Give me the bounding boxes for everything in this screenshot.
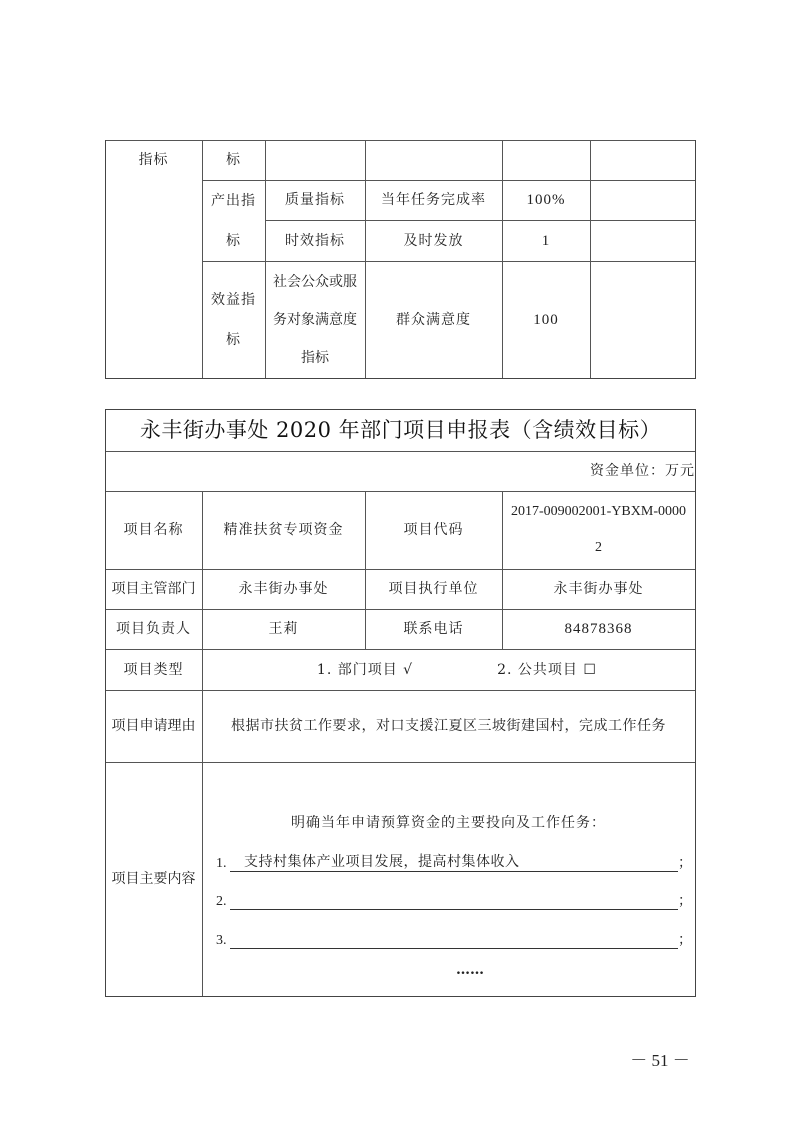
benefit-label-line2: 标: [226, 331, 241, 348]
public-satisfaction-value-text: 100: [533, 311, 559, 328]
content-item-1: [216, 852, 692, 872]
timeliness-indicator: [265, 220, 365, 261]
benefit-label-line1: 效益指: [211, 291, 256, 308]
public-satisfaction-value: [502, 261, 590, 378]
quality-indicator: [265, 180, 365, 220]
quality-indicator-text: 质量指标: [285, 192, 345, 208]
owner-label: [105, 609, 202, 649]
timely-release-value: [502, 220, 590, 261]
exec-unit-value-text: 永丰街办事处: [553, 581, 644, 597]
content-ellipsis: ……: [456, 962, 484, 978]
exec-unit-label-text: 项目执行单位: [388, 581, 479, 597]
output-label-line2: 标: [226, 232, 241, 249]
dept-label-text: 项目主管部门: [111, 581, 196, 597]
phone-value: [502, 609, 695, 649]
benefit-indicator-label: [202, 261, 265, 378]
content-intro: 明确当年申请预算资金的主要投向及工作任务：: [291, 815, 606, 831]
timeliness-indicator-text: 时效指标: [285, 232, 345, 249]
public-satisfaction-text: 群众满意度: [396, 311, 471, 328]
completion-rate-value: [502, 180, 590, 220]
item-2-number: 2.: [216, 894, 227, 909]
phone-label: [365, 609, 502, 649]
public-satisfaction-name: [365, 261, 502, 378]
phone-label-text: 联系电话: [403, 621, 464, 637]
project-name-value: [202, 491, 365, 569]
project-type-label-text: 项目类型: [123, 661, 184, 678]
content-label-text: 项目主要内容: [111, 871, 196, 887]
item-1-text[interactable]: 支持村集体产业项目发展，提高村集体收入: [230, 851, 678, 872]
item-1-end: ；: [678, 855, 692, 871]
item-3-text[interactable]: [230, 932, 678, 949]
indicator-level2-cont: [202, 140, 265, 180]
completion-rate-name: [365, 180, 502, 220]
owner-label-text: 项目负责人: [116, 621, 191, 637]
item-3-number: 3.: [216, 933, 227, 948]
content-item-3: [216, 929, 692, 949]
project-code-line2: 2: [595, 540, 602, 555]
indicator-category-label: [105, 148, 202, 172]
dept-label: [105, 569, 202, 609]
project-code-label: [365, 491, 502, 569]
project-type-option-dept-text: 1. 部门项目 √: [316, 661, 414, 678]
project-type-label: [105, 649, 202, 690]
project-name-value-text: 精准扶贫专项资金: [223, 522, 344, 538]
dept-value: [202, 569, 365, 609]
form-title-text: 永丰街办事处 2020 年部门项目申报表（含绩效目标）: [139, 418, 662, 442]
project-name-label: [105, 491, 202, 569]
fund-unit-text: 资金单位：万元: [590, 463, 695, 479]
content-label: [105, 762, 202, 996]
page-number: － 51 －: [630, 1051, 690, 1070]
project-code-line1: 2017-009002001-YBXM-0000: [511, 504, 686, 519]
reason-label: [105, 690, 202, 762]
project-code-value: [502, 491, 695, 569]
project-code-label-text: 项目代码: [403, 522, 464, 538]
satisfaction-line1: 社会公众或服: [273, 273, 357, 290]
form-title: [105, 409, 696, 451]
satisfaction-line2: 务对象满意度: [273, 311, 357, 328]
satisfaction-indicator: [265, 261, 365, 378]
reason-value: [202, 690, 695, 762]
reason-value-text: 根据市扶贫工作要求，对口支援江夏区三坡街建国村，完成工作任务: [231, 718, 666, 734]
exec-unit-label: [365, 569, 502, 609]
satisfaction-line3: 指标: [301, 349, 329, 366]
indicator-text: 指标: [138, 152, 169, 168]
completion-rate-value-text: 100%: [526, 192, 566, 208]
completion-rate-text: 当年任务完成率: [381, 192, 486, 208]
reason-label-text: 项目申请理由: [111, 718, 196, 734]
indicator-level2-text: 标: [226, 152, 241, 168]
item-2-text[interactable]: [230, 893, 678, 910]
timely-release-value-text: 1: [541, 232, 551, 249]
project-type-option-public-text: 2. 公共项目 ☐: [497, 661, 597, 678]
fund-unit: [105, 451, 695, 491]
exec-unit-value: [502, 569, 695, 609]
owner-value: [202, 609, 365, 649]
phone-value-text: 84878368: [564, 621, 633, 637]
output-label-line1: 产出指: [211, 192, 256, 209]
project-name-label-text: 项目名称: [123, 522, 184, 538]
owner-value-text: 王莉: [268, 621, 299, 637]
timely-release-text: 及时发放: [403, 232, 464, 249]
item-1-number: 1.: [216, 856, 227, 871]
project-type-option-dept[interactable]: [300, 649, 430, 690]
output-indicator-label: [202, 180, 265, 261]
item-3-end: ；: [678, 932, 692, 948]
item-2-end: ；: [678, 893, 692, 909]
dept-value-text: 永丰街办事处: [238, 581, 329, 597]
project-type-option-public[interactable]: [482, 649, 612, 690]
timely-release-name: [365, 220, 502, 261]
content-item-2: [216, 890, 692, 910]
